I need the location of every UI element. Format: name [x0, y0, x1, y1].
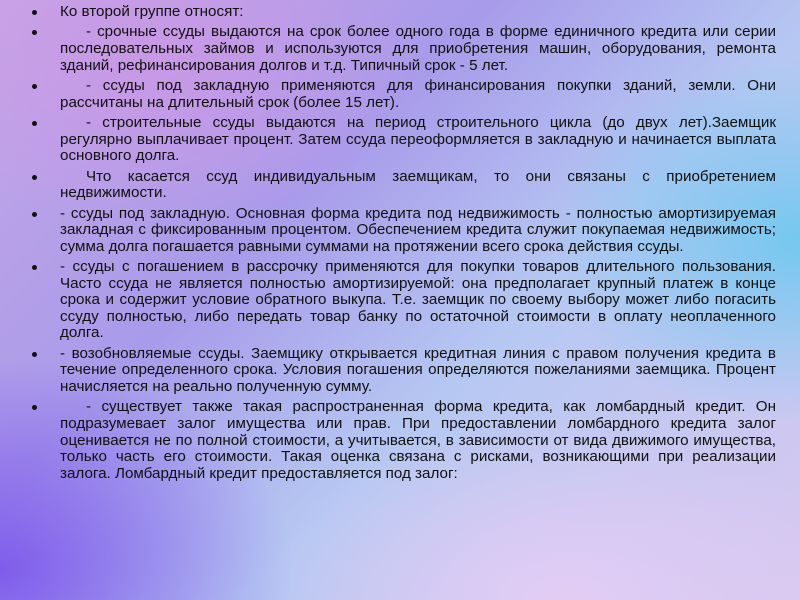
bullet-dot-icon [32, 265, 37, 270]
bullet-text: - возобновляемые ссуды. Заемщику открывается кредитная линия с правом получения кредита в течение определенного срока. Условия погашения определяются пожеланиями заемщика. Процент начисляется на реально полученную сумму. [60, 344, 776, 396]
bullet-text: - ссуды под закладную. Основная форма кредита под недвижимость - полностью амортизируемая закладная с фиксированным процентом. Обеспечением кредита служит покупаемая недвижимость; сумма долга погашается равными суммами на протяжении всего срока действия ссуды. [60, 204, 776, 255]
bullet-item [0, 259, 800, 342]
bullet-item [0, 78, 800, 111]
bullet-dot-icon [32, 352, 37, 357]
bullet-list [0, 4, 800, 486]
bullet-dot-icon [32, 212, 37, 217]
bullet-dot-icon [32, 121, 37, 126]
bullet-text: Ко второй группе относят: [60, 3, 244, 20]
bullet-item [0, 115, 800, 165]
bullet-dot-icon [32, 405, 37, 410]
bullet-dot-icon [32, 30, 37, 35]
bullet-text: - строительные ссуды выдаются на период строительного цикла (до двух лет).Заемщик регулярно выплачивает процент. Затем ссуда переоформляется в закладную и начинается выплата основного долга. [60, 113, 776, 165]
bullet-item [0, 399, 800, 482]
bullet-text: - существует также такая распространенная форма кредита, как ломбардный кредит. Он подразумевает залог имущества или прав. При предоставлении ломбардного кредита залог оценивается не по полной стоимости, а учитывается, в зависимости от вида движимого имущества, только часть его стоимости. Такая оценка связана с рисками, возникающими при реализации залога. Ломбардный кредит предоставляется под залог: [60, 398, 776, 482]
bullet-dot-icon [32, 84, 37, 89]
bullet-item [0, 169, 800, 202]
bullet-item [0, 206, 800, 256]
bullet-text: - ссуды под закладную применяются для финансирования покупки зданий, земли. Они рассчитаны на длительный срок (более 15 лет). [60, 76, 776, 111]
bullet-dot-icon [32, 10, 37, 15]
bullet-item [0, 346, 800, 396]
bullet-text: - ссуды с погашением в рассрочку применяются для покупки товаров длительного пользования. Часто ссуда не является полностью амортизируемой: она предполагает крупный платеж в конце срока и содержит условие обратного выкупа. Т.е. заемщик по своему выбору может либо погасить ссуду полностью, либо передать товар банку по остаточной стоимости в оплату неоплаченного долга. [60, 258, 776, 342]
bullet-text: - срочные ссуды выдаются на срок более одного года в форме единичного кредита или серии последовательных займов и используются для приобретения машин, оборудования, ремонта зданий, рефинансирования долгов и т.д. Типичный срок - 5 лет. [60, 23, 776, 74]
bullet-text: Что касается ссуд индивидуальным заемщикам, то они связаны с приобретением недвижимости. [60, 167, 776, 202]
bullet-item [0, 4, 800, 21]
bullet-dot-icon [32, 175, 37, 180]
bullet-item [0, 24, 800, 74]
